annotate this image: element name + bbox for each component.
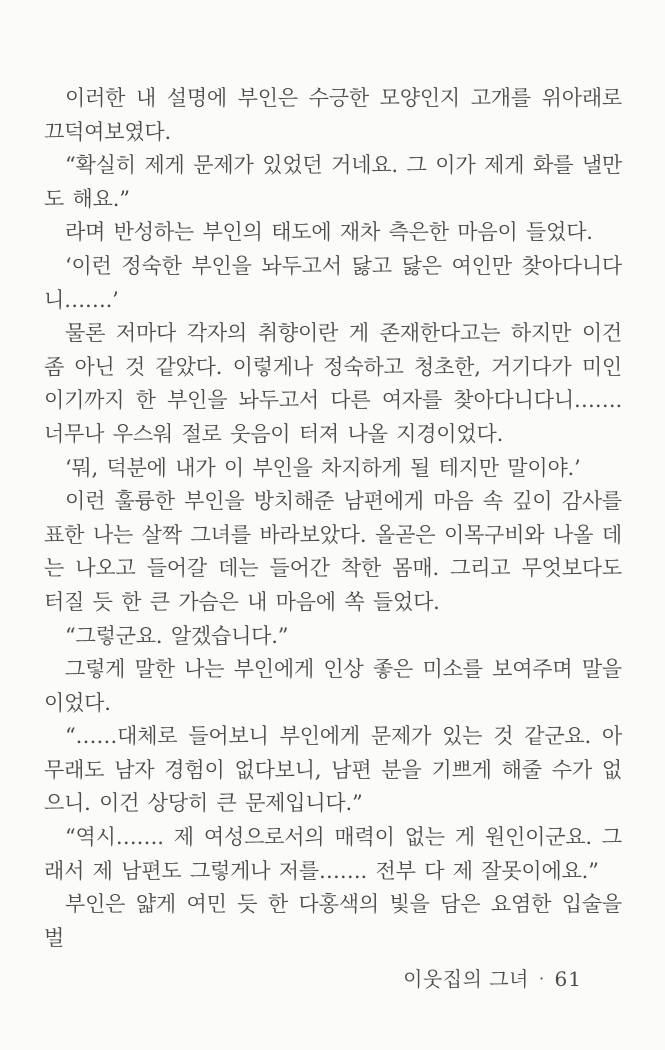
paragraph: 부인은 얇게 여민 듯 한 다홍색의 빛을 담은 요염한 입술을 벌 [44, 892, 622, 950]
page-number: 61 [554, 967, 582, 991]
paragraph: 물론 저마다 각자의 취향이란 게 존재한다고는 하지만 이건 좀 아닌 것 같았다. 이렇게나 정숙하고 청초한, 거기다가 미인이기까지 한 부인을 놔두고서 다른 여자를 찾아다니다니……. 너무나 우스워 절로 웃음이 터져 나올 지경이었다. [44, 321, 622, 446]
paragraph: “그렇군요. 알겠습니다.” [65, 623, 289, 648]
separator-dot: · [538, 969, 545, 988]
paragraph: “……대체로 들어보니 부인에게 문제가 있는 것 같군요. 아무래도 남자 경험이 없다보니, 남편 분을 기쁘게 해줄 수가 없으니. 이건 상당히 큰 문제입니다.” [44, 724, 622, 816]
page-body-text [44, 82, 622, 955]
paragraph: 라며 반성하는 부인의 태도에 재차 측은한 마음이 들었다. [65, 220, 593, 245]
paragraph: ‘뭐, 덕분에 내가 이 부인을 차지하게 될 테지만 말이야.’ [65, 455, 581, 480]
page-footer [403, 966, 582, 992]
paragraph: “확실히 제게 문제가 있었던 거네요. 그 이가 제게 화를 낼만도 해요.” [44, 153, 622, 211]
running-title: 이웃집의 그녀 [403, 967, 529, 991]
paragraph: ‘이런 정숙한 부인을 놔두고서 닳고 닳은 여인만 찾아다니다니…….’ [44, 253, 622, 312]
paragraph: “역시……. 제 여성으로서의 매력이 없는 게 원인이군요. 그래서 제 남편도 그렇게나 저를……. 전부 다 제 잘못이에요.” [44, 825, 622, 883]
paragraph: 이러한 내 설명에 부인은 수긍한 모양인지 고개를 위아래로 끄덕여보였다. [44, 86, 622, 144]
paragraph: 이런 훌륭한 부인을 방치해준 남편에게 마음 속 깊이 감사를 표한 나는 살짝 그녀를 바라보았다. 올곧은 이목구비와 나올 데는 나오고 들어갈 데는 들어간 착한 몸매. 그리고 무엇보다도 터질 듯 한 큰 가슴은 내 마음에 쏙 들었다. [44, 489, 622, 614]
paragraph: 그렇게 말한 나는 부인에게 인상 좋은 미소를 보여주며 말을 이었다. [44, 657, 622, 715]
